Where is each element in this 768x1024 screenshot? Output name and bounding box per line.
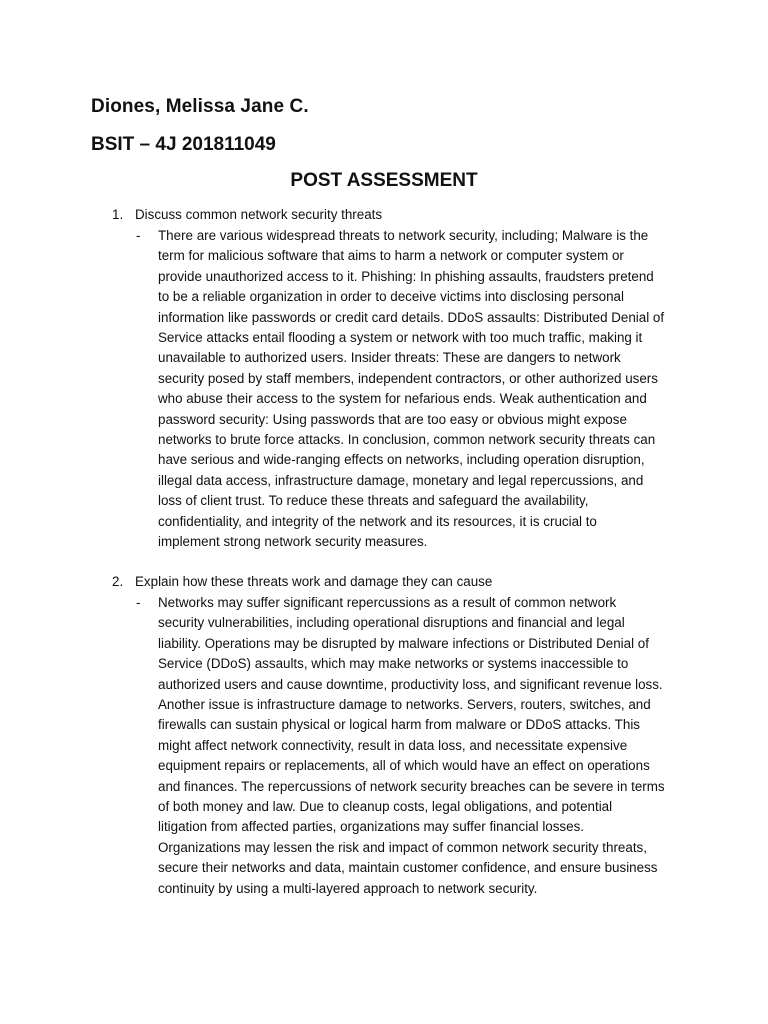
answer-line: Organizations may lessen the risk and impact of common network security threats, (158, 839, 647, 855)
answer-line: have serious and wide-ranging effects on networks, including operation disruption, (158, 452, 645, 468)
answer-line: to be a reliable organization in order to deceive victims into disclosing personal (158, 289, 624, 305)
answer-line: confidentiality, and integrity of the network and its resources, it is crucial to (158, 513, 597, 529)
answer-line: password security: Using passwords that are too easy or obvious might expose (158, 411, 627, 427)
answer-line: loss of client trust. To reduce these threats and safeguard the availability, (158, 493, 589, 509)
answer-line: security posed by staff members, independent contractors, or other authorized users (158, 370, 658, 386)
question-number: 1. (112, 207, 124, 222)
answer-line: There are various widespread threats to network security, including; Malware is the (158, 228, 649, 243)
question-text: Explain how these threats work and damage they can cause (135, 574, 493, 589)
answer-line: implement strong network security measures. (158, 534, 428, 550)
answer-line: Service attacks entail flooding a system or network with too much traffic, making it (158, 330, 643, 346)
answer-line: unavailable to authorized users. Insider threats: These are dangers to network (158, 350, 621, 366)
answer-line: networks to brute force attacks. In conclusion, common network security threats can (158, 432, 656, 448)
course-and-id: BSIT – 4J 201811049 (91, 134, 276, 155)
answer-line: of both money and law. Due to cleanup costs, legal obligations, and potential (158, 799, 613, 815)
answer-line: term for malicious software that aims to harm a network or computer system or (158, 248, 624, 264)
answer-line: information like passwords or credit card details. DDoS assaults: Distributed Denial of (158, 309, 665, 325)
answer-line: provide unauthorized access to it. Phishing: In phishing assaults, fraudsters pretend (158, 268, 654, 284)
question-number: 2. (112, 574, 124, 589)
author-name: Diones, Melissa Jane C. (91, 96, 309, 117)
answer-line: who abuse their access to the system for nefarious ends. Weak authentication and (158, 391, 647, 407)
answer-line: security vulnerabilities, including operational disruptions and financial and legal (158, 615, 625, 631)
answer-line: equipment repairs or replacements, all of which would have an effect on operations (158, 758, 650, 774)
question-2 (112, 572, 492, 592)
answer-line: continuity by using a multi-layered approach to network security. (158, 880, 538, 896)
answer-1 (158, 226, 678, 553)
answer-line: Networks may suffer significant repercussions as a result of common network (158, 595, 617, 610)
answer-line: authorized users and cause downtime, productivity loss, and significant revenue loss. (158, 676, 663, 692)
answer-bullet: - (136, 595, 141, 610)
answer-line: litigation from affected parties, organizations may suffer financial losses. (158, 819, 584, 835)
answer-line: secure their networks and data, maintain customer confidence, and ensure business (158, 860, 658, 876)
page-title: POST ASSESSMENT (290, 170, 478, 191)
question-text: Discuss common network security threats (135, 207, 383, 222)
answer-2 (158, 593, 678, 899)
question-1 (112, 205, 382, 225)
answer-line: liability. Operations may be disrupted by malware infections or Distributed Denial of (158, 635, 649, 651)
answer-line: firewalls can sustain physical or logical harm from malware or DDoS attacks. This (158, 717, 640, 733)
answer-bullet: - (136, 228, 141, 243)
answer-line: and finances. The repercussions of network security breaches can be severe in terms (158, 778, 665, 794)
answer-line: Service (DDoS) assaults, which may make networks or systems inaccessible to (158, 656, 629, 672)
answer-line: Another issue is infrastructure damage to networks. Servers, routers, switches, and (158, 697, 651, 713)
answer-line: might affect network connectivity, result in data loss, and necessitate expensive (158, 737, 628, 753)
answer-line: illegal data access, infrastructure damage, monetary and legal repercussions, and (158, 472, 644, 488)
